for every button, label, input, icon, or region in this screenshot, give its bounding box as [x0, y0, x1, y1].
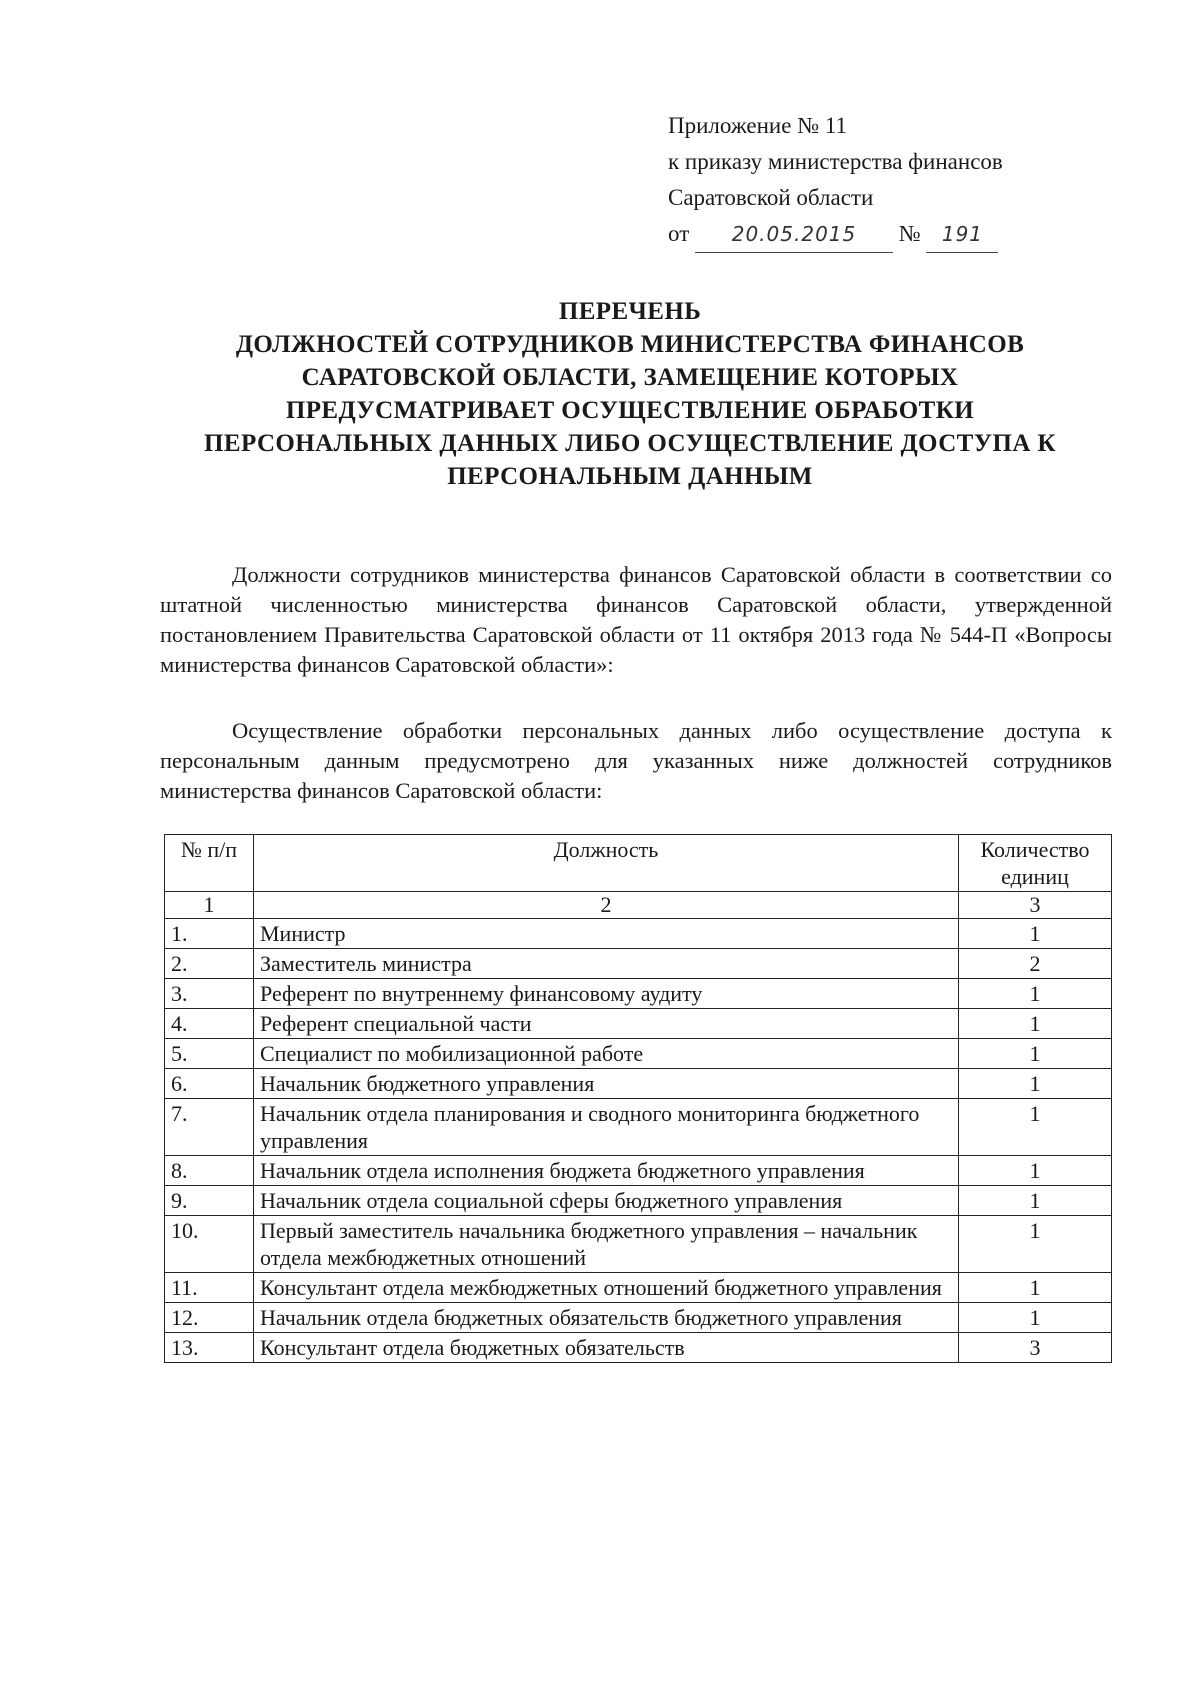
table-row — [165, 1273, 1112, 1303]
title-line: ПРЕДУСМАТРИВАЕТ ОСУЩЕСТВЛЕНИЕ ОБРАБОТКИ — [285, 397, 975, 424]
row-count: 1 — [959, 1156, 1112, 1186]
row-number: 7. — [165, 1099, 254, 1156]
row-position: Начальник отдела исполнения бюджета бюджетного управления — [254, 1156, 959, 1186]
table-index-row — [165, 892, 1112, 919]
row-count: 1 — [959, 1186, 1112, 1216]
row-position: Консультант отдела межбюджетных отношений бюджетного управления — [254, 1273, 959, 1303]
positions-table — [164, 834, 1112, 1363]
row-position: Начальник бюджетного управления — [254, 1069, 959, 1099]
row-count: 1 — [959, 979, 1112, 1009]
table-row — [165, 1216, 1112, 1273]
row-number: 10. — [165, 1216, 254, 1273]
table-header-row — [165, 835, 1112, 892]
table-row — [165, 1186, 1112, 1216]
index-cell: 1 — [165, 892, 254, 919]
row-count: 1 — [959, 1009, 1112, 1039]
table-row — [165, 979, 1112, 1009]
title-line: ДОЛЖНОСТЕЙ СОТРУДНИКОВ МИНИСТЕРСТВА ФИНАНСОВ — [235, 331, 1025, 358]
table-row — [165, 1039, 1112, 1069]
row-number: 3. — [165, 979, 254, 1009]
table-row — [165, 919, 1112, 949]
appendix-region: Саратовской области — [668, 185, 874, 210]
table-row — [165, 1303, 1112, 1333]
scope-paragraph: Осуществление обработки персональных данных либо осуществление доступа к персональным данным предусмотрено для указанных ниже должностей сотрудников министерства финансов Саратовской области: — [160, 718, 1112, 803]
row-number: 12. — [165, 1303, 254, 1333]
row-position: Начальник отдела бюджетных обязательств бюджетного управления — [254, 1303, 959, 1333]
row-count: 1 — [959, 1039, 1112, 1069]
table-row — [165, 1333, 1112, 1363]
header-position: Должность — [254, 835, 959, 892]
row-number: 5. — [165, 1039, 254, 1069]
row-count: 1 — [959, 1216, 1112, 1273]
appendix-order-ref: к приказу министерства финансов — [668, 149, 1003, 174]
row-number: 4. — [165, 1009, 254, 1039]
table-row — [165, 1069, 1112, 1099]
header-num: № п/п — [165, 835, 254, 892]
row-number: 8. — [165, 1156, 254, 1186]
row-count: 2 — [959, 949, 1112, 979]
row-count: 3 — [959, 1333, 1112, 1363]
table-row — [165, 1099, 1112, 1156]
row-count: 1 — [959, 919, 1112, 949]
row-number: 1. — [165, 919, 254, 949]
index-cell: 2 — [254, 892, 959, 919]
handwritten-number: 191 — [926, 216, 998, 253]
row-count: 1 — [959, 1069, 1112, 1099]
table-row — [165, 1009, 1112, 1039]
title-line: ПЕРСОНАЛЬНЫМ ДАННЫМ — [447, 463, 813, 490]
title-line: САРАТОВСКОЙ ОБЛАСТИ, ЗАМЕЩЕНИЕ КОТОРЫХ — [301, 364, 959, 391]
row-position: Заместитель министра — [254, 949, 959, 979]
row-number: 11. — [165, 1273, 254, 1303]
handwritten-date: 20.05.2015 — [695, 216, 893, 253]
row-number: 6. — [165, 1069, 254, 1099]
row-count: 1 — [959, 1273, 1112, 1303]
title-line: ПЕРСОНАЛЬНЫХ ДАННЫХ ЛИБО ОСУЩЕСТВЛЕНИЕ ДОСТУПА К — [204, 430, 1056, 457]
date-prefix: от — [668, 221, 690, 246]
row-count: 1 — [959, 1099, 1112, 1156]
row-position: Референт специальной части — [254, 1009, 959, 1039]
appendix-number: Приложение № 11 — [668, 113, 848, 138]
row-number: 2. — [165, 949, 254, 979]
row-position: Министр — [254, 919, 959, 949]
table-row — [165, 949, 1112, 979]
index-cell: 3 — [959, 892, 1112, 919]
row-position: Начальник отдела социальной сферы бюджетного управления — [254, 1186, 959, 1216]
table-row — [165, 1156, 1112, 1186]
document-title — [150, 295, 1110, 493]
intro-paragraph: Должности сотрудников министерства финансов Саратовской области в соответствии со штатной численностью министерства финансов Саратовской области, утвержденной постановлением Правительства Саратовской области от 11 октября 2013 года № 544-П «Вопросы министерства финансов Саратовской области»: — [160, 562, 1112, 677]
row-position: Консультант отдела бюджетных обязательств — [254, 1333, 959, 1363]
row-count: 1 — [959, 1303, 1112, 1333]
row-number: 13. — [165, 1333, 254, 1363]
row-position: Начальник отдела планирования и сводного мониторинга бюджетного управления — [254, 1099, 959, 1156]
row-number: 9. — [165, 1186, 254, 1216]
row-position: Специалист по мобилизационной работе — [254, 1039, 959, 1069]
appendix-date-line — [668, 216, 1003, 253]
number-label: № — [898, 221, 921, 246]
row-position: Первый заместитель начальника бюджетного управления – начальник отдела межбюджетных отношений — [254, 1216, 959, 1273]
appendix-header — [668, 108, 1003, 253]
title-line: ПЕРЕЧЕНЬ — [558, 298, 702, 325]
row-position: Референт по внутреннему финансовому аудиту — [254, 979, 959, 1009]
header-count: Количество единиц — [959, 835, 1112, 892]
